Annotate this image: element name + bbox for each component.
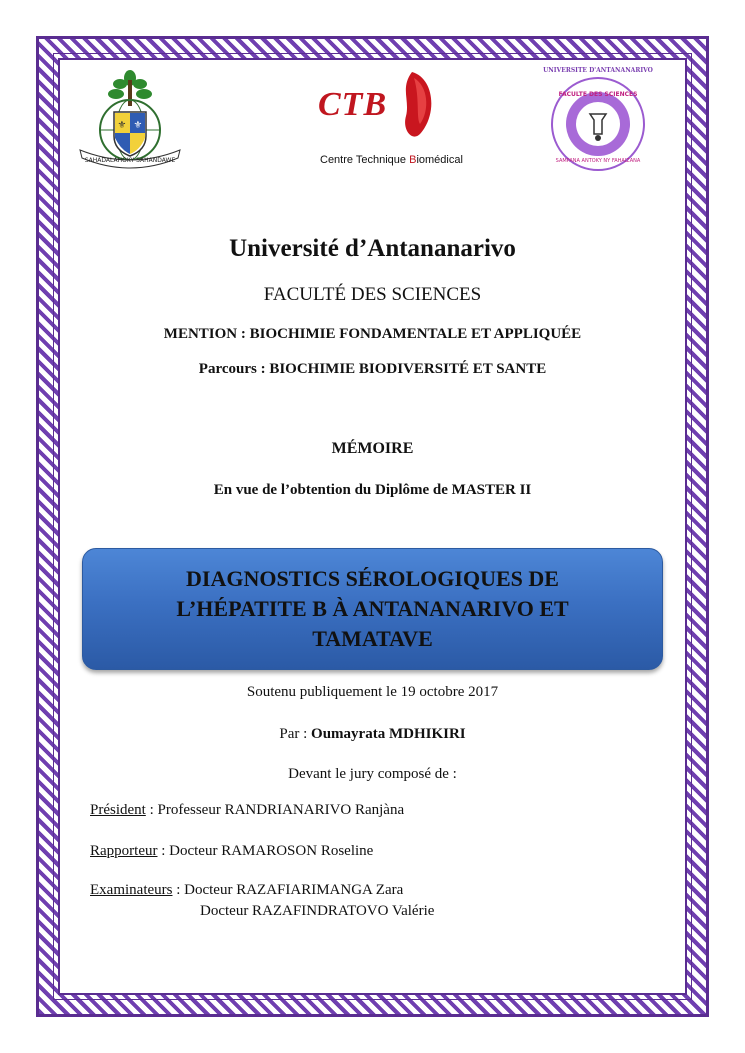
faculty-seal-logo: [540, 62, 656, 178]
university-name: Université d’Antananarivo: [229, 235, 516, 262]
svg-text:⚜: ⚜: [117, 120, 127, 131]
examinateur-1: : Docteur RAZAFIARIMANGA Zara: [172, 882, 404, 898]
author-line: [58, 726, 687, 743]
degree-line: En vue de l’obtention du Diplôme de MASTER II: [213, 482, 532, 498]
author-label: Par :: [279, 726, 312, 742]
svg-text:SAMPANA ANTOKY NY FAHAIZANA: SAMPANA ANTOKY NY FAHAIZANA: [555, 158, 641, 164]
jury-rapporteur: [90, 843, 373, 860]
ctb-subtitle: Centre Technique Biomédical: [320, 154, 463, 166]
examinateurs-label: Examinateurs: [90, 882, 173, 898]
author-name: Oumayrata MDHIKIRI: [311, 726, 466, 742]
memoire-label: MÉMOIRE: [331, 440, 414, 457]
mention-line: MENTION : BIOCHIMIE FONDAMENTALE ET APPLIQUÉE: [163, 326, 582, 342]
examinateur-2: Docteur RAZAFINDRATOVO Valérie: [200, 903, 435, 919]
ctb-logo: [316, 68, 463, 178]
svg-text:⚜: ⚜: [133, 120, 143, 131]
thesis-title-box: [82, 548, 663, 670]
thesis-title: DIAGNOSTICS SÉROLOGIQUES DE L’HÉPATITE B À ANTANANARIVO ET TAMATAVE: [176, 566, 569, 651]
svg-text:UNIVERSITE D'ANTANANARIVO: UNIVERSITE D'ANTANANARIVO: [543, 67, 653, 74]
svg-text:FACULTE DES SCIENCES: FACULTE DES SCIENCES: [558, 91, 638, 98]
faculty-name: FACULTÉ DES SCIENCES: [263, 284, 482, 305]
president-label: Président: [90, 802, 146, 818]
university-emblem-logo: [74, 66, 186, 176]
rapporteur-label: Rapporteur: [90, 843, 158, 859]
parcours-line: Parcours : BIOCHIMIE BIODIVERSITÉ ET SANTE: [198, 361, 547, 377]
jury-president: [90, 802, 404, 819]
ctb-wordmark: CTB: [318, 86, 388, 123]
jury-examinateurs: [90, 882, 403, 899]
emblem-motto: SAHADALAHOKY SAHANDAWE: [84, 157, 176, 164]
president-value: : Professeur RANDRIANARIVO Ranjàna: [145, 802, 405, 818]
rapporteur-value: : Docteur RAMAROSON Roseline: [157, 843, 374, 859]
defense-date: Soutenu publiquement le 19 octobre 2017: [246, 684, 499, 700]
jury-intro: Devant le jury composé de :: [288, 766, 457, 782]
